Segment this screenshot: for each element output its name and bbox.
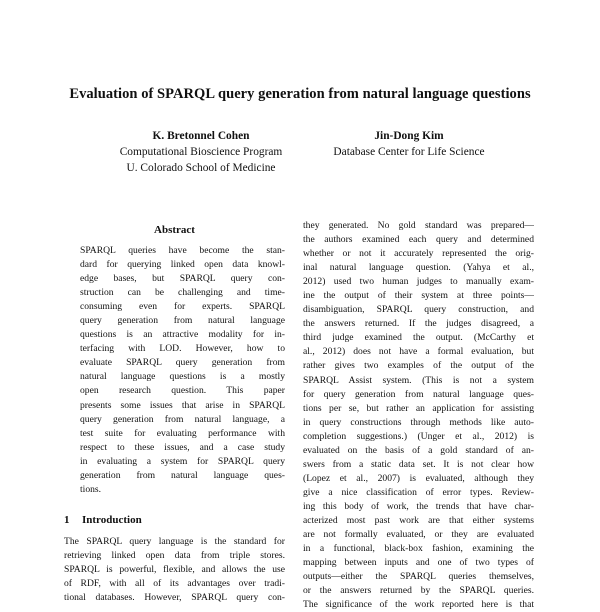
body-line: are not formally evaluated, or they are evaluated [303, 529, 534, 541]
body-line: ine the output of their system at three points— [303, 290, 534, 302]
abstract-line: in evaluating a system for SPARQL query [80, 455, 285, 467]
body-line: completion suggestions.) (Unger et al., 2012) is [303, 430, 534, 442]
body-line: the authors examined each query and determined [303, 234, 534, 246]
author-affiliation: Computational Bioscience Program [119, 146, 283, 158]
abstract-line: query generation from natural language, a [80, 413, 285, 425]
body-line: give a nice classification of error types. Review- [303, 486, 534, 498]
body-line: in query constructions through methods like auto- [303, 416, 534, 428]
right-column-body [303, 219, 534, 612]
body-line: acterized most past work are that either systems [303, 514, 534, 526]
body-line: or the answers returned by the SPARQL queries. [303, 585, 534, 597]
body-line: disambiguation, SPARQL query construction, and [303, 304, 534, 316]
introduction-body [64, 535, 285, 605]
abstract-body [64, 244, 285, 497]
body-line: for query generation from natural language ques- [303, 388, 534, 400]
author-affiliation: U. Colorado School of Medicine [126, 162, 276, 174]
author-name: Jin-Dong Kim [374, 130, 444, 142]
body-line: 2012) used two human judges to manually exam- [303, 276, 534, 288]
body-line: tions per se, but rather an application for assisting [303, 402, 534, 414]
paper-title: Evaluation of SPARQL query generation from natural language questions [69, 86, 531, 102]
body-line: rather gives two examples of the output of the [303, 360, 534, 372]
author-affiliation: Database Center for Life Science [333, 146, 485, 158]
author-block-1 [92, 128, 310, 176]
body-line: mapping between inputs and one of two types of [303, 557, 534, 569]
abstract-line: questions is an attractive modality for in- [80, 329, 285, 341]
author-block-2 [300, 128, 518, 160]
body-line: they generated. No gold standard was prepared— [303, 220, 534, 231]
intro-line: of RDF, with all of its advantages over tradi- [64, 577, 285, 589]
body-line: evaluated on the basis of a gold standard of an- [303, 444, 534, 456]
body-line: swers from a static data set. It is not clear how [303, 458, 534, 470]
author-name: K. Bretonnel Cohen [152, 130, 250, 142]
abstract-heading: Abstract [154, 224, 195, 236]
abstract-line: natural language questions is a mostly [80, 371, 285, 383]
abstract-line: query generation from natural language [80, 315, 285, 327]
body-line: SPARQL Assist system. (This is not a system [303, 374, 534, 386]
abstract-line: SPARQL queries have become the stan- [80, 245, 285, 256]
section-heading-introduction [64, 514, 285, 526]
body-line: third judge examined the output. (McCarthy et [303, 332, 534, 344]
abstract-line: generation from natural language ques- [80, 469, 285, 481]
body-line: outputs—either the SPARQL queries themselves, [303, 571, 534, 583]
abstract-line: respect to these issues, and a case study [80, 441, 285, 453]
abstract-line: edge bases, but SPARQL query con- [80, 273, 285, 285]
abstract-line: dard for querying linked open data knowl- [80, 259, 285, 271]
abstract-line: presents some issues that arise in SPARQL [80, 399, 285, 411]
intro-line: SPARQL is powerful, flexible, and allows the use [64, 563, 285, 575]
body-line: (Lopez et al., 2007) is evaluated, although they [303, 472, 534, 484]
intro-line: The SPARQL query language is the standard for [64, 535, 285, 547]
body-line: whether or not it accurately represented the orig- [303, 248, 534, 260]
abstract-line: tions. [80, 483, 102, 495]
body-line: ing this body of work, the trends that have char- [303, 500, 534, 512]
right-column [303, 219, 534, 612]
body-line: inal natural language question. (Yahya et al., [303, 262, 534, 274]
intro-line: tional databases. However, SPARQL query con- [64, 592, 285, 604]
body-line: the answers returned. If the judges disagreed, a [303, 318, 534, 330]
abstract-line: consuming even for experts. SPARQL [80, 301, 285, 313]
left-column [64, 220, 285, 605]
intro-line: retrieving linked open data from triple stores. [64, 549, 285, 561]
body-line: al., 2012) does not have a formal evaluation, but [303, 346, 534, 358]
section-number: 1 [64, 513, 70, 526]
section-title: Introduction [82, 513, 142, 526]
abstract-line: evaluate SPARQL query generation from [80, 357, 285, 369]
abstract-line: open research question. This paper [80, 385, 285, 397]
abstract-line: terfacing with LOD. However, how to [80, 343, 285, 355]
abstract-line: test suite for evaluating performance with [80, 427, 285, 439]
abstract-line: struction can be challenging and time- [80, 287, 285, 299]
body-line: in a functional, black-box fashion, examining the [303, 543, 534, 555]
body-line: The significance of the work reported here is that [303, 599, 534, 611]
